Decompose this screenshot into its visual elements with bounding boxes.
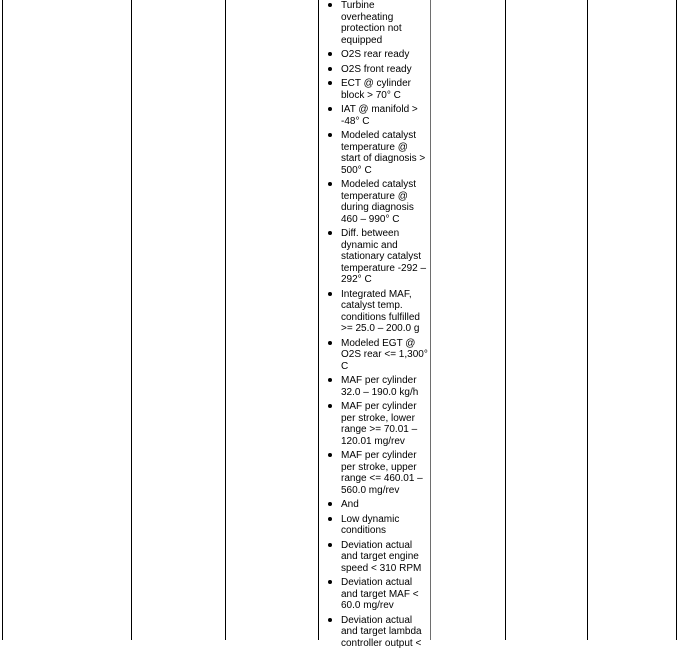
bullet-icon: [328, 517, 332, 521]
column-divider: [225, 0, 226, 640]
condition-text: Modeled catalyst temperature @ start of diagnosis > 500° C: [341, 130, 426, 176]
condition-text: Diff. between dynamic and stationary catalyst temperature -292 – 292° C: [341, 228, 427, 285]
condition-text: O2S rear ready: [341, 49, 410, 60]
condition-text: Deviation actual and target engine speed < 310 RPM: [341, 539, 422, 574]
bullet-icon: [328, 52, 332, 56]
condition-text: MAF per cylinder per stroke, upper range <= 460.01 – 560.0 mg/rev: [341, 450, 423, 496]
bullet-icon: [328, 3, 332, 7]
condition-item: [325, 401, 429, 447]
condition-text: Deviation actual and target MAF < 60.0 mg/rev: [341, 577, 419, 611]
bullet-icon: [328, 292, 332, 296]
condition-item: [325, 104, 429, 127]
column-divider: [318, 0, 319, 640]
condition-text: IAT @ manifold > -48° C: [341, 104, 418, 127]
condition-item: [325, 49, 429, 61]
bullet-icon: [328, 81, 332, 85]
condition-text: Turbine overheating protection not equipped: [341, 0, 402, 46]
bullet-icon: [328, 231, 332, 235]
condition-item: [325, 338, 429, 373]
condition-text: Modeled EGT @ O2S rear <= 1,300° C: [341, 337, 428, 372]
condition-item: [325, 375, 429, 398]
condition-item: [325, 130, 429, 176]
condition-item: [325, 615, 429, 650]
bullet-icon: [328, 378, 332, 382]
condition-text: MAF per cylinder per stroke, lower range >= 70.01 – 120.01 mg/rev: [341, 401, 418, 447]
bullet-icon: [328, 133, 332, 137]
bullet-icon: [328, 107, 332, 111]
enable-conditions-list: [325, 0, 429, 649]
condition-text: ECT @ cylinder block > 70° C: [341, 78, 411, 101]
table-border-right: [676, 0, 677, 640]
column-divider: [505, 0, 506, 640]
condition-text: And: [341, 499, 359, 510]
enable-conditions-cell: [325, 0, 429, 652]
column-divider: [587, 0, 588, 640]
condition-item: [325, 450, 429, 496]
condition-item: [325, 514, 429, 537]
bullet-icon: [328, 502, 332, 506]
bullet-icon: [328, 182, 332, 186]
bullet-icon: [328, 67, 332, 71]
condition-text: MAF per cylinder 32.0 – 190.0 kg/h: [341, 375, 419, 398]
bullet-icon: [328, 341, 332, 345]
condition-item: [325, 0, 429, 46]
condition-item: [325, 228, 429, 286]
column-divider: [430, 0, 431, 640]
bullet-icon: [328, 404, 332, 408]
condition-text: Low dynamic conditions: [341, 513, 400, 536]
bullet-icon: [328, 453, 332, 457]
bullet-icon: [328, 543, 332, 547]
bullet-icon: [328, 580, 332, 584]
condition-item: [325, 499, 429, 511]
condition-item: [325, 577, 429, 612]
condition-item: [325, 540, 429, 575]
condition-item: [325, 179, 429, 225]
condition-text: O2S front ready: [341, 63, 412, 75]
condition-text: Integrated MAF, catalyst temp. conditions fulfilled >= 25.0 – 200.0 g: [341, 288, 420, 334]
condition-item: [325, 78, 429, 101]
condition-item: [325, 64, 429, 76]
condition-text: Modeled catalyst temperature @ during diagnosis 460 – 990° C: [341, 179, 417, 225]
bullet-icon: [328, 618, 332, 622]
table-border-left: [2, 0, 3, 640]
condition-text: Deviation actual and target lambda controller output <: [341, 614, 422, 649]
condition-item: [325, 289, 429, 335]
column-divider: [131, 0, 132, 640]
